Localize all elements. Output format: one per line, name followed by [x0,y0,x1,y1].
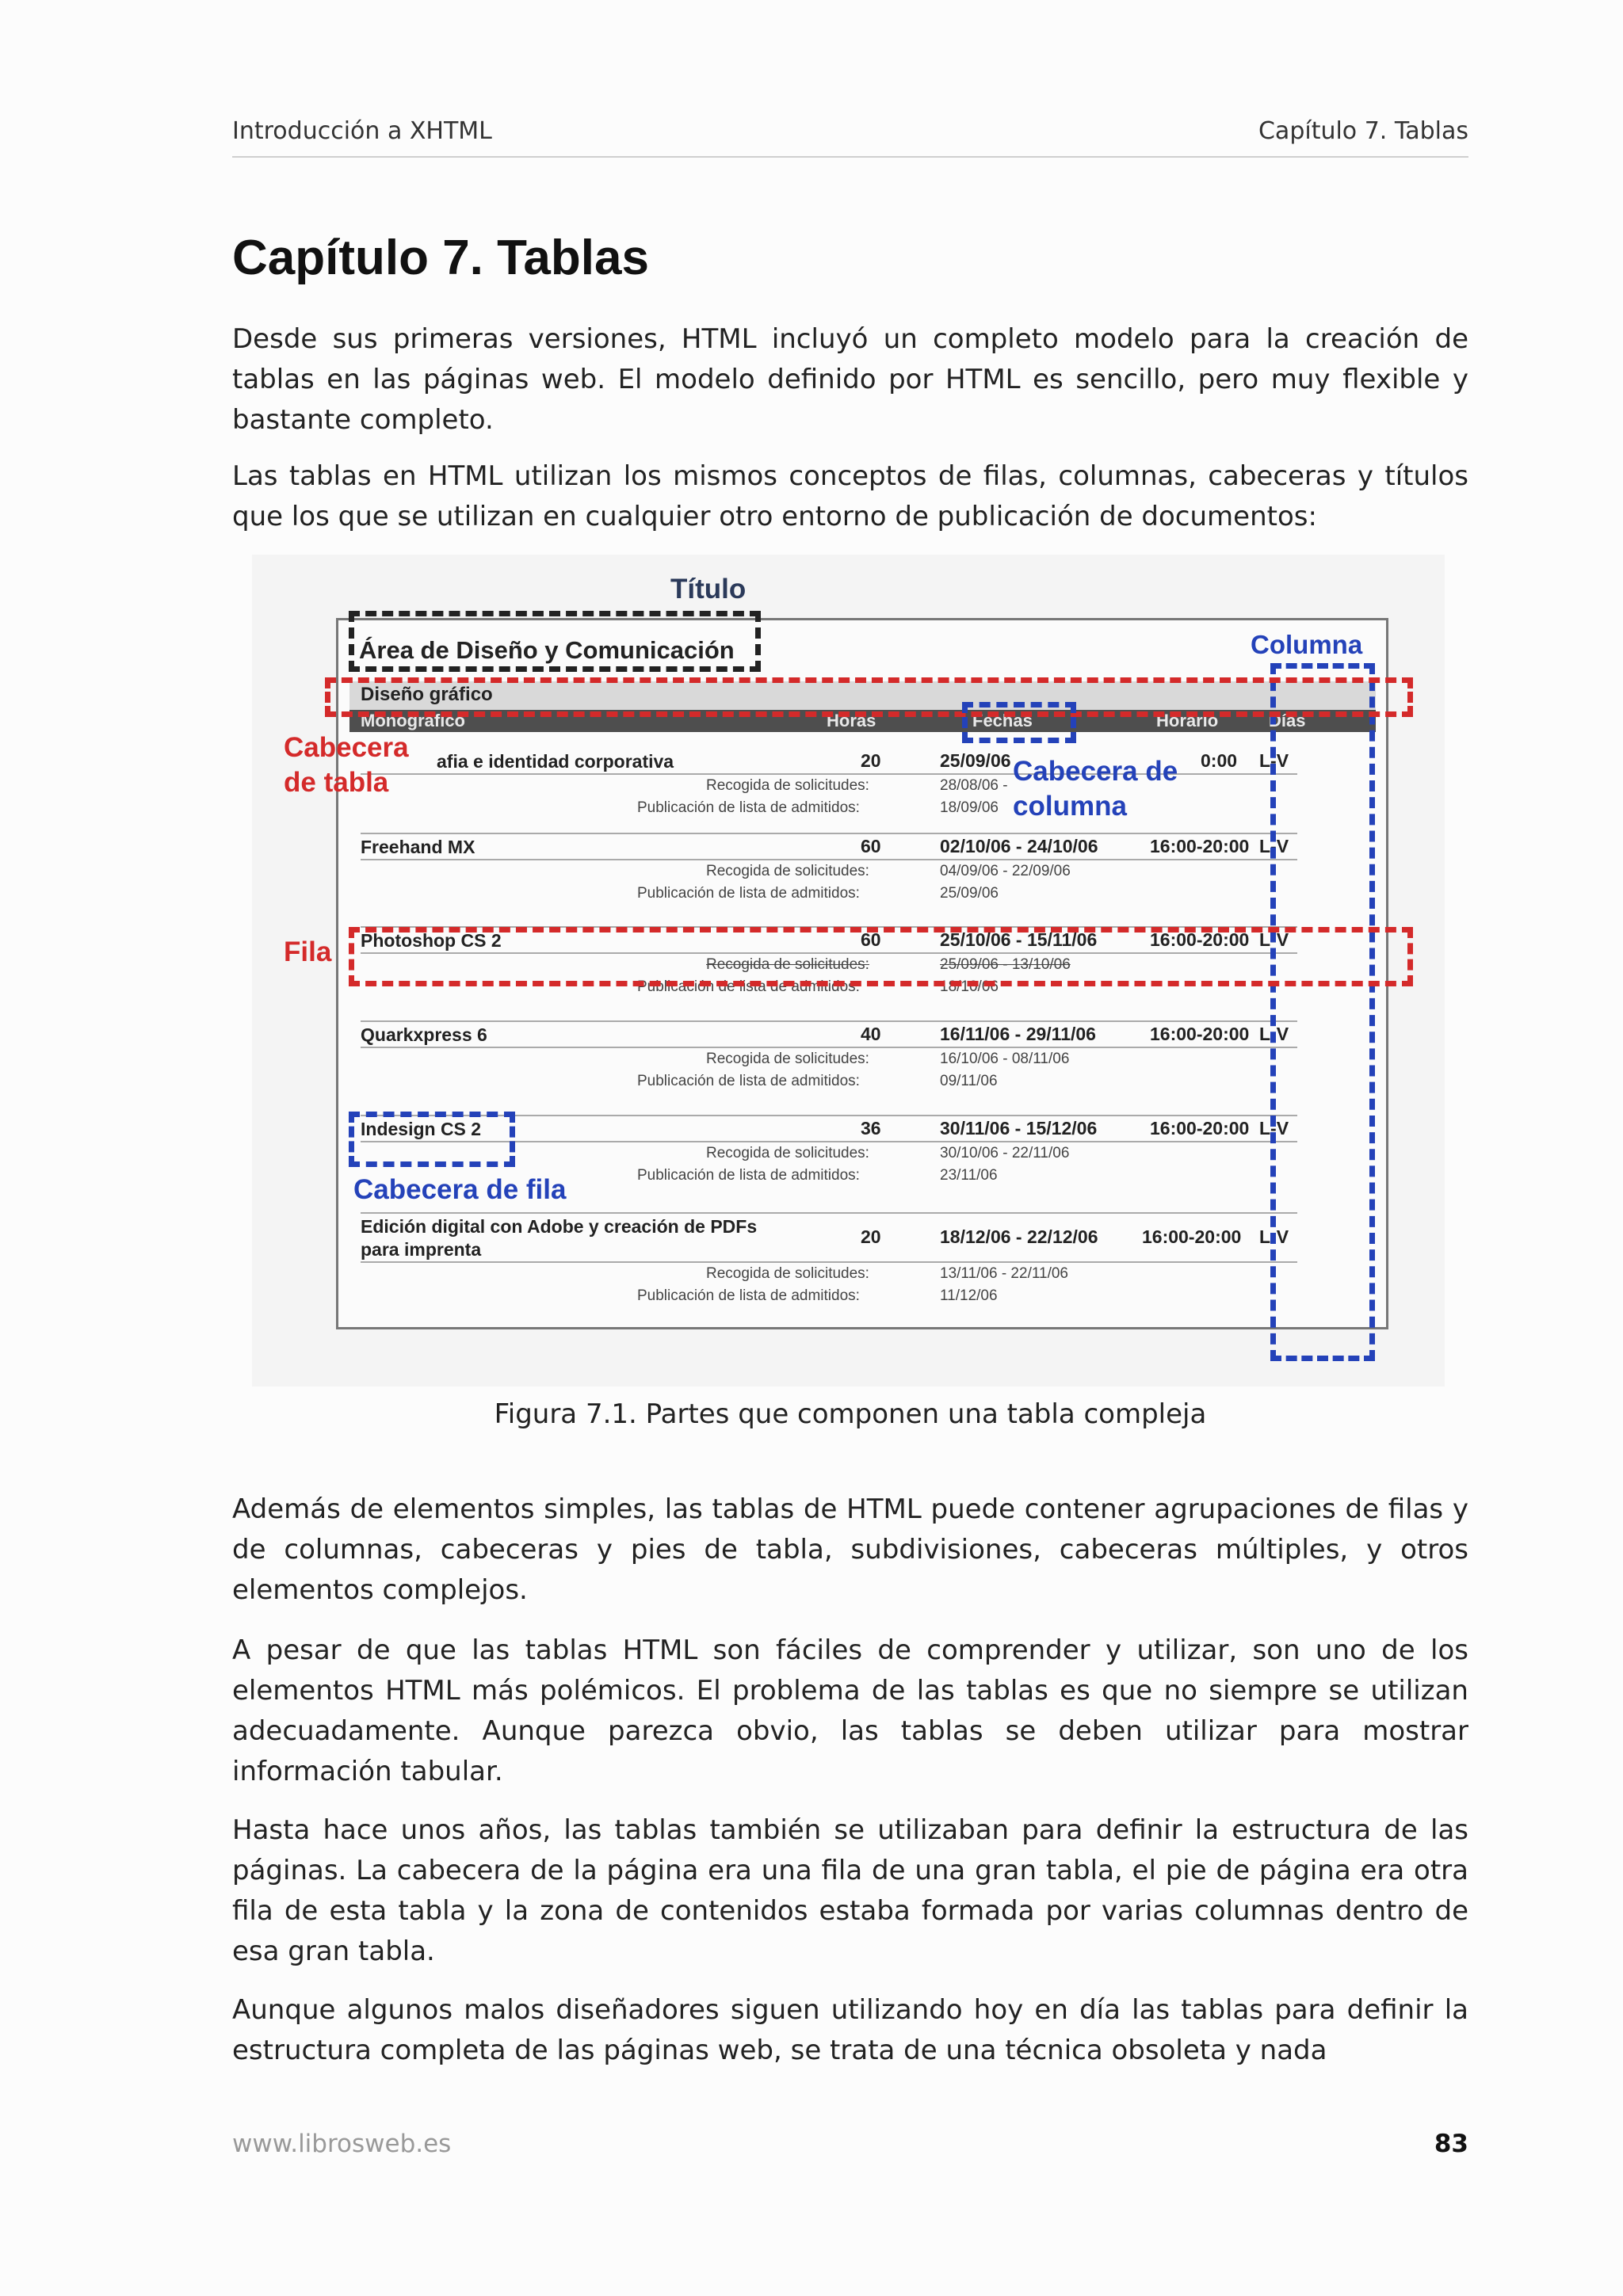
figure-7-1 [252,555,1445,1386]
annotation-cabecera-tabla-label: Cabecera de tabla [284,732,409,798]
course-dates: 16/11/06 - 29/11/06 [940,1024,1096,1044]
course-recogida: 13/11/06 - 22/11/06 [940,1265,1068,1282]
course-name: Quarkxpress 6 [361,1024,487,1045]
annotation-columna-box [1270,663,1375,1361]
course-schedule: 16:00-20:00 [1142,1226,1242,1247]
course-recogida: 16/10/06 - 08/11/06 [940,1051,1070,1067]
sub-label-publicacion: Publicación de lista de admitidos: [637,885,860,902]
row-divider [361,1047,1297,1048]
course-dates: 25/09/06 [940,750,1011,771]
paragraph-6: Aunque algunos malos diseñadores siguen utilizando hoy en día las tablas para definir la estructura completa de las páginas web, se trata de una técnica obsoleta y nada [232,1994,1468,2066]
row-divider [361,1212,1297,1214]
course-hours: 60 [861,929,881,950]
course-dates: 30/11/06 - 15/12/06 [940,1118,1098,1138]
annotation-fila-box [349,927,1413,986]
col-monografico: Monográfico [361,711,465,730]
course-name: afia e identidad corporativa [437,751,674,772]
sub-label-publicacion: Publicación de lista de admitidos: [637,1167,860,1184]
course-recogida: 30/10/06 - 22/11/06 [940,1145,1070,1161]
course-days: L-V [1259,1226,1289,1247]
sub-label-recogida: Recogida de solicitudes: [706,1051,869,1067]
course-recogida: 28/08/06 - [940,777,1008,794]
course-hours: 20 [861,1226,881,1247]
col-horas: Horas [827,711,876,730]
course-schedule: 16:00-20:00 [1150,1024,1250,1044]
sub-label-publicacion: Publicación de lista de admitidos: [637,978,860,995]
course-publicacion: 18/10/06 [940,978,999,995]
sub-label-recogida: Recogida de solicitudes: [706,1265,869,1282]
course-schedule: 16:00-20:00 [1150,1118,1250,1138]
course-hours: 36 [861,1118,881,1138]
annotation-cabecera-tabla-box [325,677,1413,717]
header-chapter: Capítulo 7. Tablas [1258,117,1468,145]
sub-label-recogida: Recogida de solicitudes: [706,1145,869,1161]
course-dates: 02/10/06 - 24/10/06 [940,836,1098,856]
sub-label-publicacion: Publicación de lista de admitidos: [637,1287,860,1304]
paragraph-4: A pesar de que las tablas HTML son fáciles de comprender y utilizar, son uno de los elementos HTML más polémicos. El problema de las tablas es que no siempre se utilizan adecuadamente. Aunque parezca obvio, las tablas se deben utilizar para mostrar información tabular. [232,1634,1468,1787]
page-number: 83 [1434,2130,1468,2158]
sub-label-recogida: Recogida de solicitudes: [706,956,869,973]
col-fechas: Fechas [972,711,1033,730]
course-recogida: 04/09/06 - 22/09/06 [940,863,1071,879]
paragraph-5: Hasta hace unos años, las tablas también se utilizaban para definir la estructura de las páginas. La cabecera de la página era una fila de una gran tabla, el pie de página era otra fila de esta tabla y la zona de contenidos estaba formada por varias columnas dentro de esa gran tabla. [232,1814,1468,1967]
course-hours: 60 [861,836,881,856]
row-divider [361,1261,1297,1263]
course-dates: 18/12/06 - 22/12/06 [940,1226,1098,1247]
chapter-title: Capítulo 7. Tablas [232,231,649,285]
footer-site: www.librosweb.es [232,2130,452,2158]
course-publicacion: 23/11/06 [940,1167,998,1184]
row-divider [361,833,1297,834]
sub-label-publicacion: Publicación de lista de admitidos: [637,1073,860,1089]
annotation-titulo-label: Título [670,574,747,605]
course-dates: 25/10/06 - 15/11/06 [940,929,1098,950]
annotation-columna-label: Columna [1251,630,1363,659]
paragraph-3: Además de elementos simples, las tablas de HTML puede contener agrupaciones de filas y de columnas, cabeceras y pies de tabla, subdivisiones, cabeceras múltiples, y otros elementos complejos. [232,1493,1468,1606]
course-schedule: 0:00 [1201,750,1238,771]
course-publicacion: 11/12/06 [940,1287,998,1304]
course-publicacion: 18/09/06 [940,799,999,816]
sub-label-recogida: Recogida de solicitudes: [706,863,869,879]
course-publicacion: 25/09/06 [940,885,999,902]
header-book-title: Introducción a XHTML [232,117,492,145]
annotation-cabecera-fila-label: Cabecera de fila [353,1174,567,1205]
col-dias: Días [1269,711,1306,730]
sub-label-recogida: Recogida de solicitudes: [706,777,869,794]
course-name: Freehand MX [361,837,475,857]
figure-caption: Figura 7.1. Partes que componen una tabla compleja [494,1398,1207,1430]
course-recogida: 25/09/06 - 13/10/06 [940,956,1071,973]
course-name: Photoshop CS 2 [361,930,502,951]
course-name: Indesign CS 2 [361,1119,482,1139]
col-horario: Horario [1156,711,1219,730]
course-days: L-V [1259,836,1289,856]
course-schedule: 16:00-20:00 [1150,836,1250,856]
row-divider [361,859,1297,860]
annotation-cabecera-columna-box [962,702,1076,743]
course-publicacion: 09/11/06 [940,1073,998,1089]
annotation-fila-label: Fila [284,936,332,967]
figure-subhead-label: Diseño gráfico [361,684,493,705]
course-days: L-V [1259,750,1289,771]
annotation-titulo-box [349,611,761,672]
course-hours: 20 [861,750,881,771]
paragraph-1: Desde sus primeras versiones, HTML incluyó un completo modelo para la creación de tablas en las páginas web. El modelo definido por HTML es sencillo, pero muy flexible y bastante completo. [232,323,1468,436]
figure-table-title: Área de Diseño y Comunicación [359,636,735,664]
course-days: L-V [1259,929,1289,950]
course-days: L-V [1259,1024,1289,1044]
row-divider [361,1020,1297,1022]
annotation-cabecera-fila-box [349,1112,515,1167]
annotation-cabecera-columna-label: Cabecera de columna [1013,756,1178,822]
course-schedule: 16:00-20:00 [1150,929,1250,950]
course-name: Edición digital con Adobe y creación de PDFs para imprenta [361,1216,758,1260]
running-header [232,117,1468,158]
sub-label-publicacion: Publicación de lista de admitidos: [637,799,860,816]
paragraph-2: Las tablas en HTML utilizan los mismos conceptos de filas, columnas, cabeceras y títulos que los que se utilizan en cualquier otro entorno de publicación de documentos: [232,460,1468,532]
course-hours: 40 [861,1024,881,1044]
course-days: L-V [1259,1118,1289,1138]
